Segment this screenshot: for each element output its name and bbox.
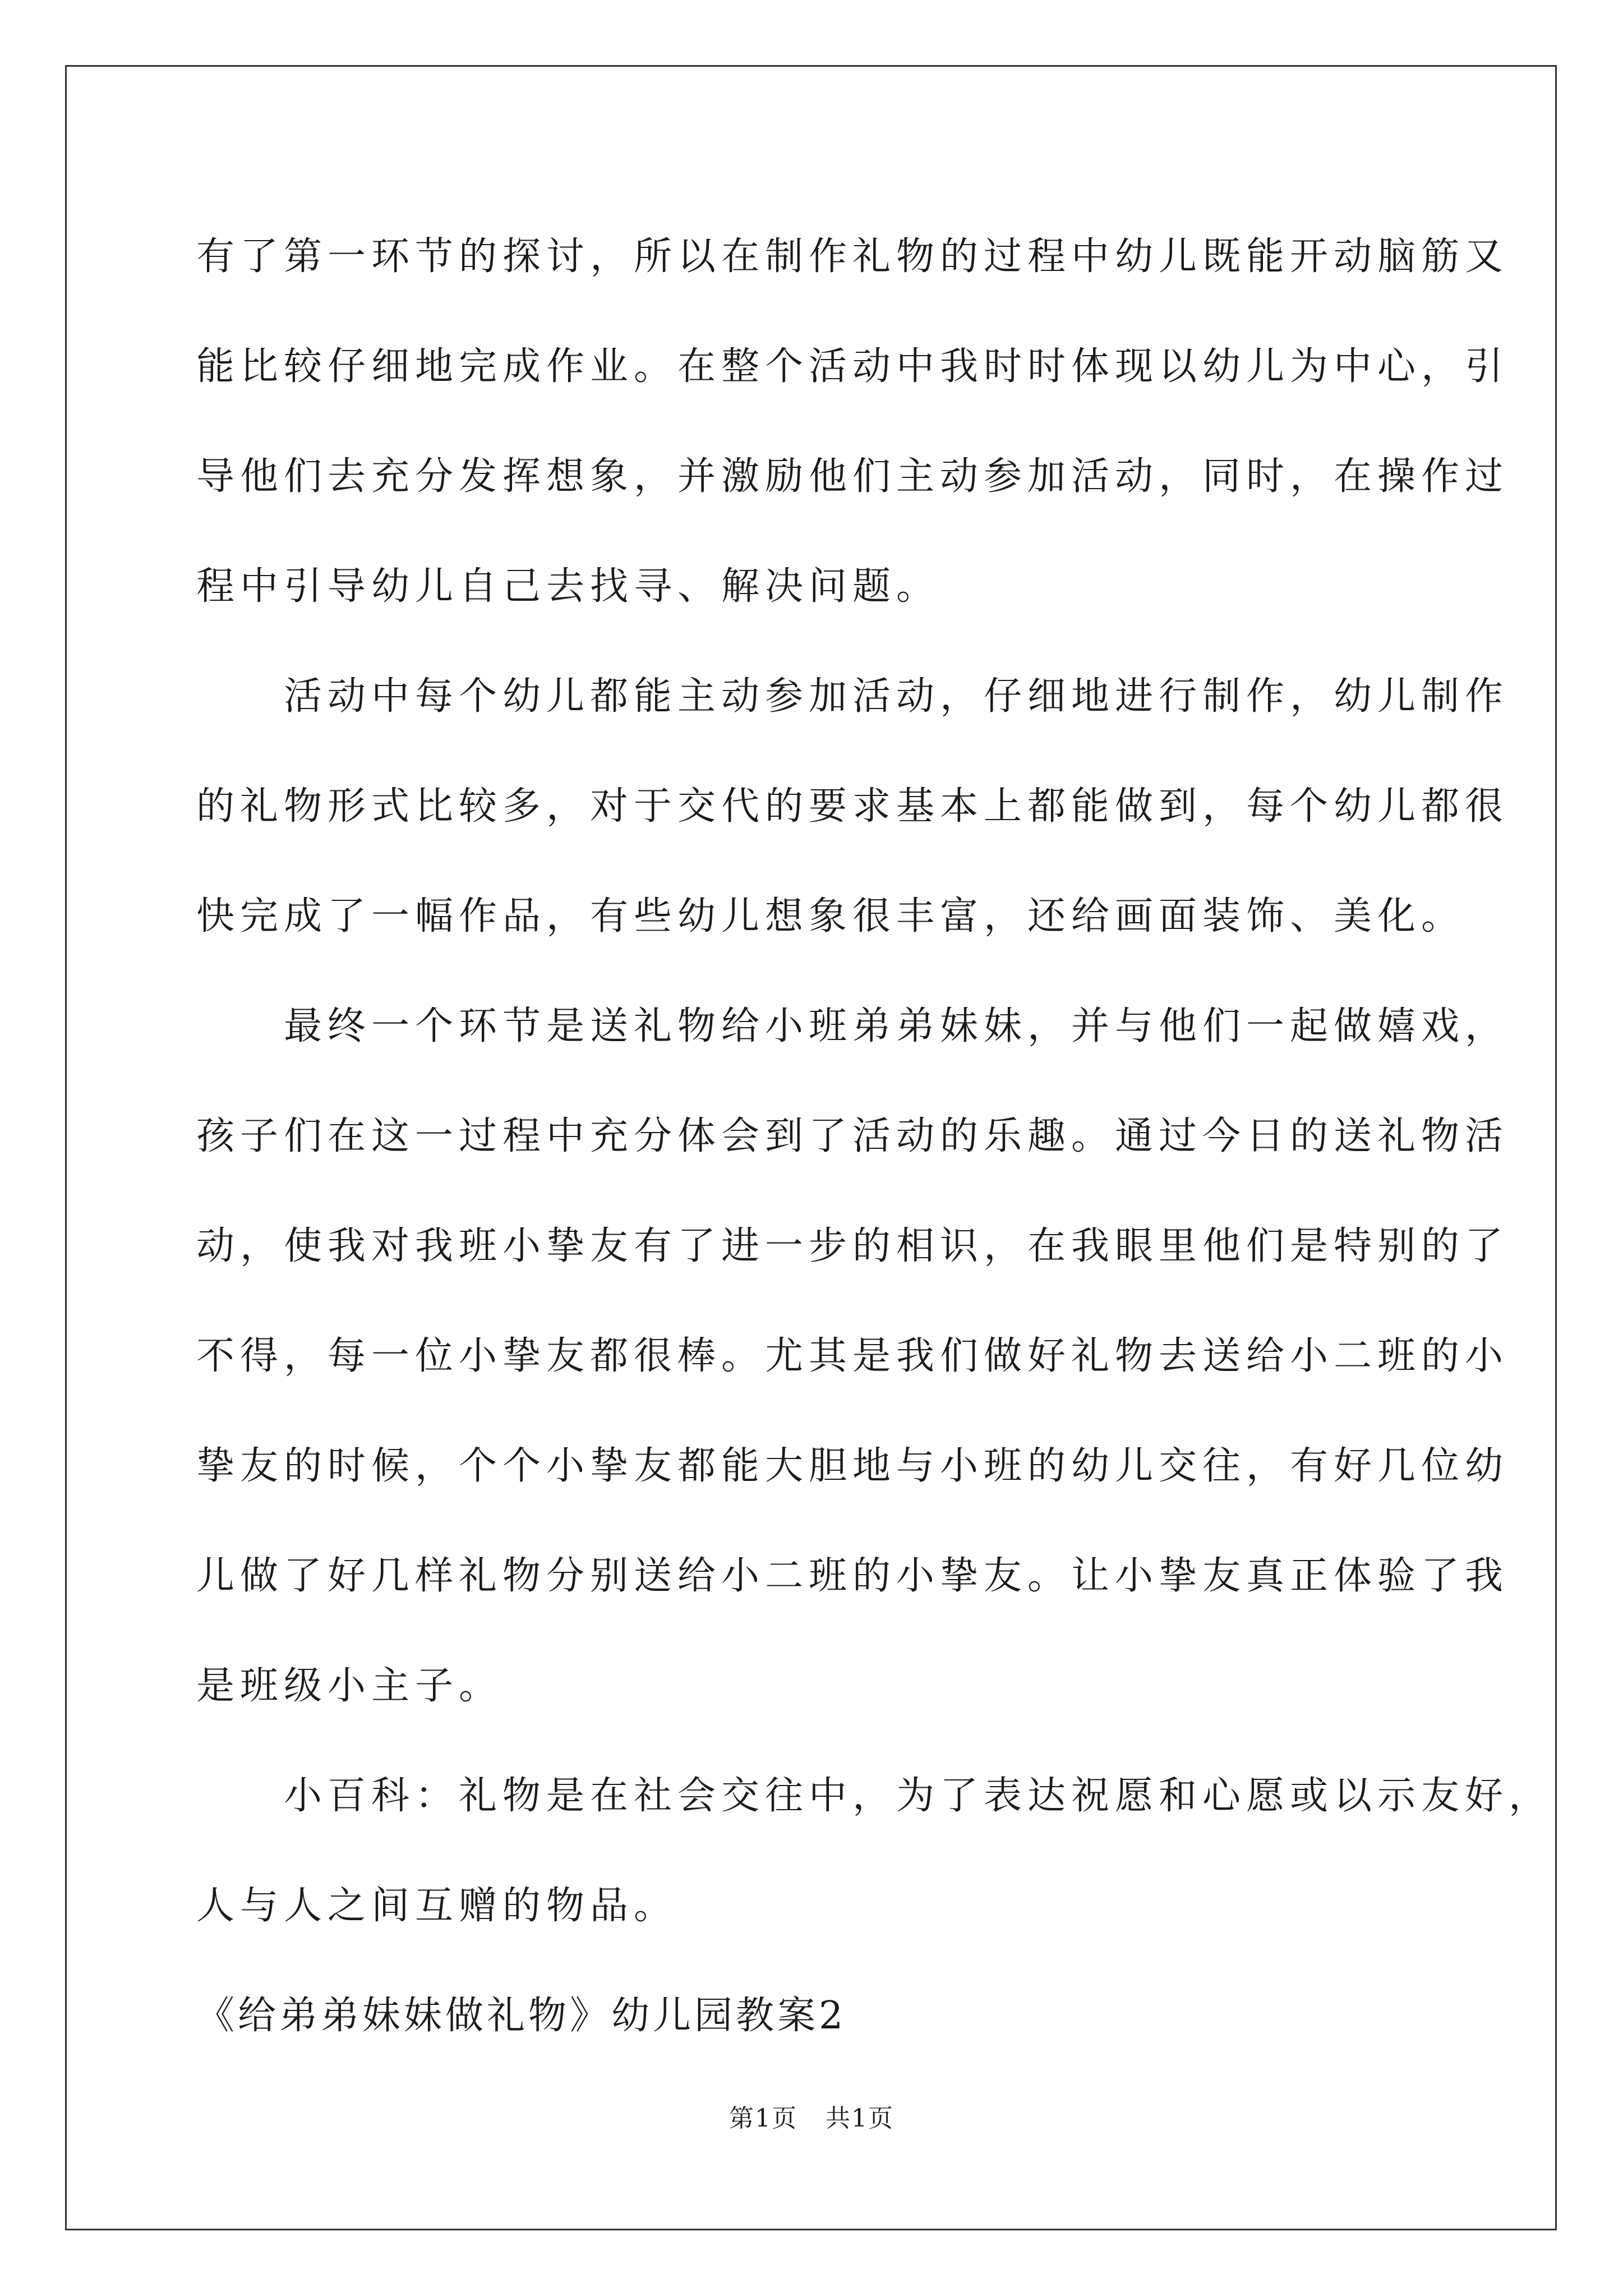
text-line: 程中引导幼儿自己去找寻、解决问题。 (196, 564, 940, 609)
text-line: 挚友的时候，个个小挚友都能大胆地与小班的幼儿交往，有好几位幼 (196, 1444, 1509, 1488)
text-line: 人与人之间互赠的物品。 (196, 1884, 678, 1928)
text-line: 动，使我对我班小挚友有了进一步的相识，在我眼里他们是特别的了 (196, 1224, 1509, 1268)
text-line: 儿做了好几样礼物分别送给小二班的小挚友。让小挚友真正体验了我 (196, 1554, 1509, 1598)
text-line: 快完成了一幅作品，有些幼儿想象很丰富，还给画面装饰、美化。 (196, 894, 1465, 938)
text-line: 有了第一环节的探讨，所以在制作礼物的过程中幼儿既能开动脑筋又 (196, 234, 1509, 279)
text-line: 不得，每一位小挚友都很棒。尤其是我们做好礼物去送给小二班的小 (196, 1334, 1509, 1378)
text-line: 导他们去充分发挥想象，并激励他们主动参加活动，同时，在操作过 (196, 454, 1509, 499)
text-line: 小百科：礼物是在社会交往中，为了表达祝愿和心愿或以示友好， (196, 1774, 1553, 1818)
text-line: 孩子们在这一过程中充分体会到了活动的乐趣。通过今日的送礼物活 (196, 1114, 1509, 1158)
text-line: 活动中每个幼儿都能主动参加活动，仔细地进行制作，幼儿制作 (196, 674, 1509, 719)
text-line: 是班级小主子。 (196, 1664, 503, 1708)
text-line: 最终一个环节是送礼物给小班弟弟妹妹，并与他们一起做嬉戏， (196, 1004, 1509, 1048)
page-total: 共1页 (826, 2104, 894, 2133)
document-body (196, 202, 1553, 2071)
section-heading: 《给弟弟妹妹做礼物》幼儿园教案2 (196, 1994, 847, 2038)
page-footer (0, 2098, 1623, 2134)
text-line: 的礼物形式比较多，对于交代的要求基本上都能做到，每个幼儿都很 (196, 784, 1509, 829)
page-number: 第1页 (729, 2104, 797, 2133)
text-line: 能比较仔细地完成作业。在整个活动中我时时体现以幼儿为中心，引 (196, 344, 1509, 389)
